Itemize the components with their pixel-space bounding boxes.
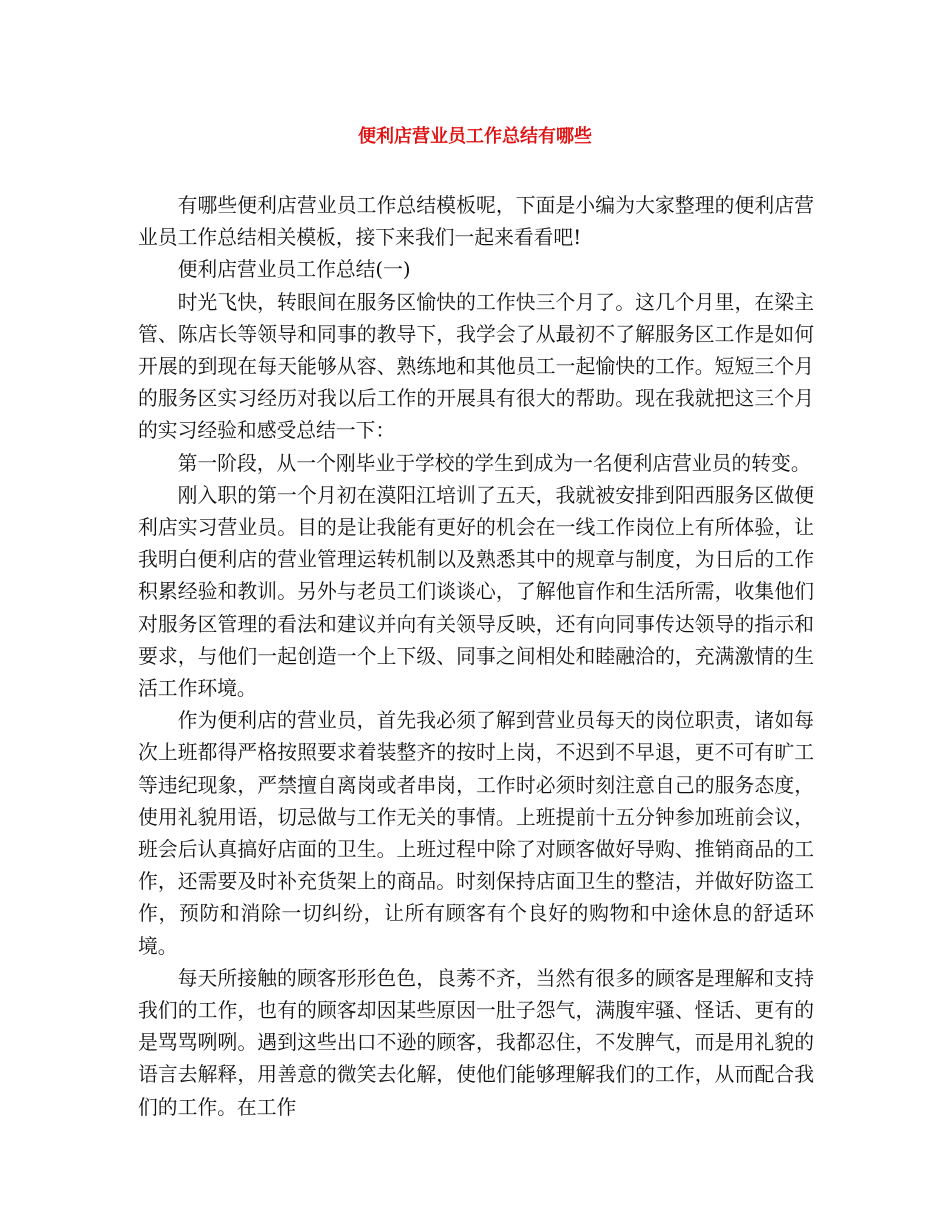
paragraph: 时光飞快，转眼间在服务区愉快的工作快三个月了。这几个月里，在梁主管、陈店长等领导和同事的教导下，我学会了从最初不了解服务区工作是如何开展的到现在每天能够从容、熟练地和其他员工一起愉快的工作。短短三个月的服务区实习经历对我以后工作的开展具有很大的帮助。现在我就把这三个月的实习经验和感受总结一下：: [138, 290, 814, 443]
paragraph: 作为便利店的营业员，首先我必须了解到营业员每天的岗位职责，诸如每次上班都得严格按照要求着装整齐的按时上岗，不迟到不早退，更不可有旷工等违纪现象，严禁擅自离岗或者串岗，工作时必须时刻注意自己的服务态度，使用礼貌用语，切忌做与工作无关的事情。上班提前十五分钟参加班前会议，班会后认真搞好店面的卫生。上班过程中除了对顾客做好导购、推销商品的工作，还需要及时补充货架上的商品。时刻保持店面卫生的整洁，并做好防盗工作，预防和消除一切纠纷，让所有顾客有个良好的购物和中途休息的舒适环境。: [138, 709, 814, 958]
paragraph: 刚入职的第一个月初在漠阳江培训了五天，我就被安排到阳西服务区做便利店实习营业员。目的是让我能有更好的机会在一线工作岗位上有所体验，让我明白便利店的营业管理运转机制以及熟悉其中的规章与制度，为日后的工作积累经验和教训。另外与老员工们谈谈心，了解他盲作和生活所需，收集他们对服务区管理的看法和建议并向有关领导反映，还有向同事传达领导的指示和要求，与他们一起创造一个上下级、同事之间相处和睦融洽的，充满激情的生活工作环境。: [138, 483, 814, 701]
document-body: [138, 190, 814, 1124]
document-title: 便利店营业员工作总结有哪些: [358, 126, 592, 147]
paragraph-intro: 有哪些便利店营业员工作总结模板呢，下面是小编为大家整理的便利店营业员工作总结相关模板，接下来我们一起来看看吧!: [138, 194, 814, 250]
section-heading: 便利店营业员工作总结(一): [177, 258, 411, 282]
paragraph: 第一阶段，从一个刚毕业于学校的学生到成为一名便利店营业员的转变。: [177, 451, 811, 475]
paragraph: 每天所接触的顾客形形色色，良莠不齐，当然有很多的顾客是理解和支持我们的工作，也有的顾客却因某些原因一肚子怨气，满腹牢骚、怪话、更有的是骂骂咧咧。遇到这些出口不逊的顾客，我都忍住，不发脾气，而是用礼貌的语言去解释，用善意的微笑去化解，使他们能够理解我们的工作，从而配合我们的工作。在工作: [138, 966, 814, 1119]
